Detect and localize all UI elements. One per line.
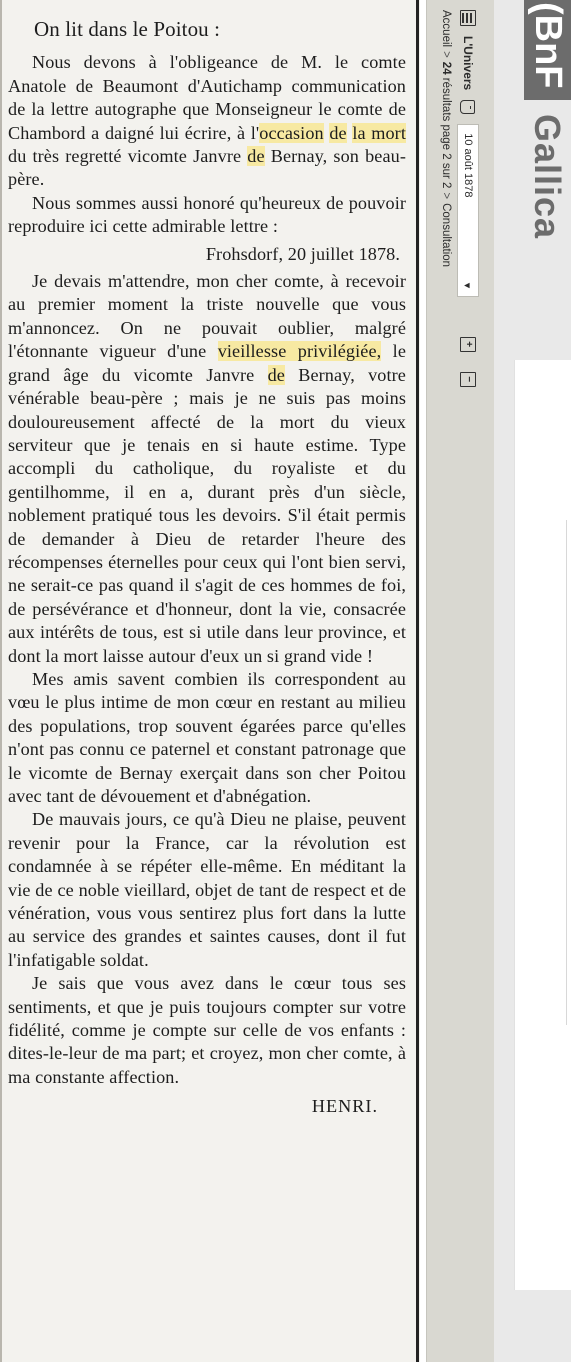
results-link[interactable]: résultats page 2 sur 2 <box>440 77 452 189</box>
search-highlight: vieillesse privilégiée, <box>217 341 382 362</box>
search-highlight: occasion <box>259 122 324 143</box>
breadcrumb-home[interactable]: Accueil <box>440 10 452 48</box>
article-title: On lit dans le Poitou : <box>34 17 221 41</box>
zoom-out-icon[interactable]: − <box>460 372 476 387</box>
viewer-toolbar <box>426 0 495 1362</box>
side-panel-sheet <box>514 360 571 1290</box>
breadcrumb-current: Consultation <box>440 203 452 268</box>
breadcrumb <box>440 10 452 267</box>
breadcrumb-separator-icon: > <box>440 192 452 200</box>
issue-date-value: 10 août 1878 <box>462 133 474 198</box>
letter-paragraph-1: Je devais m'attendre, mon cher comte, à recevoir au premier moment la triste nouvelle que vous m'annoncez. On ne pouvait oublier, malgré l'étonnante vigueur d'une vieillesse privilégiée, le grand âge du vicomte Janvre de Bernay, votre vénérable beau-père ; mais je ne suis pas moins douloureusement affecté de la mort du vieux serviteur que je tenais en si haute estime. Type accompli du catholique, du royaliste et du gentilhomme, il en a, durant près d'un siècle, noblement pratiqué tous les devoirs. S'il était permis de demander à Dieu de retarder l'heure des récompenses éternelles pour ceux qui l'ont bien servi, ne serait-ce pas quand il s'agit de ces hommes de foi, de persévérance et d'honneur, dont la vie, consacrée aux intérêts de tous, est si utile dans leur province, et dont la mort laisse autour d'eux un si grand vide ! <box>8 271 406 666</box>
newspaper-icon[interactable] <box>460 10 476 26</box>
letter-paragraph-4: Je sais que vous avez dans le cœur tous ses sentiments, et que je puis toujours compter sur votre fidélité, comme je compte sur celle de vos enfants : dites-le-leur de ma part; et croyez, mon cher comte, à ma constante affection. <box>8 973 406 1087</box>
document-controls <box>457 10 479 387</box>
gallica-logo-text: Gallica <box>527 114 568 240</box>
bookmark-icon[interactable] <box>461 100 476 114</box>
column-divider <box>416 0 419 1362</box>
letter-signature: HENRI. <box>311 1096 378 1117</box>
issue-date-select[interactable] <box>457 124 479 297</box>
gallica-logo[interactable] <box>524 0 571 240</box>
letter-paragraph-2: Mes amis savent combien ils correspondent au vœu le plus intime de mon cœur en restant au milieu des populations, trop souvent égarées parce qu'elles n'ont pas connu ce paternel et constant patronage que le vicomte de Bernay exerçait dans son cher Poitou avec tant de dévouement et d'abnégation. <box>8 668 406 806</box>
article-paragraph-1: Nous devons à l'obligeance de M. le comte Anatole de Beaumont d'Autichamp communication de la lettre autographe que Monseigneur le comte de Chambord a daigné lui écrire, à l'occasion de la mort du très regretté vicomte Janvre de Bernay, son beau-père. <box>8 52 406 190</box>
collection-title[interactable]: L'Univers <box>461 36 475 91</box>
breadcrumb-separator-icon: > <box>440 51 452 58</box>
search-highlight: la mort <box>352 122 406 143</box>
side-panel-scrollbar[interactable] <box>566 520 571 1025</box>
letter-paragraph-3: De mauvais jours, ce qu'à Dieu ne plaise, peuvent revenir pour la France, car la révolution est condamnée à se répéter elle-même. En méditant la vie de ce noble vieillard, objet de tant de respect et de vénération, vous vous sentirez plus fort dans la lutte au service des grandes et saintes causes, dont il fut l'infatigable soldat. <box>8 809 406 970</box>
article-paragraph-2: Nous sommes aussi honoré qu'heureux de pouvoir reproduire ici cette admirable lettre : <box>8 192 406 237</box>
results-count[interactable]: 24 <box>440 61 452 75</box>
caret-down-icon: ▾ <box>461 282 474 289</box>
zoom-in-icon[interactable]: + <box>460 337 476 352</box>
bnf-logo-text: (BnF <box>527 2 569 89</box>
article-column <box>8 12 406 1119</box>
search-highlight: de <box>247 146 265 167</box>
column-left-edge <box>0 0 2 1362</box>
search-highlight: de <box>329 122 347 143</box>
letter-dateline: Frohsdorf, 20 juillet 1878. <box>205 243 400 264</box>
search-highlight: de <box>267 364 285 385</box>
